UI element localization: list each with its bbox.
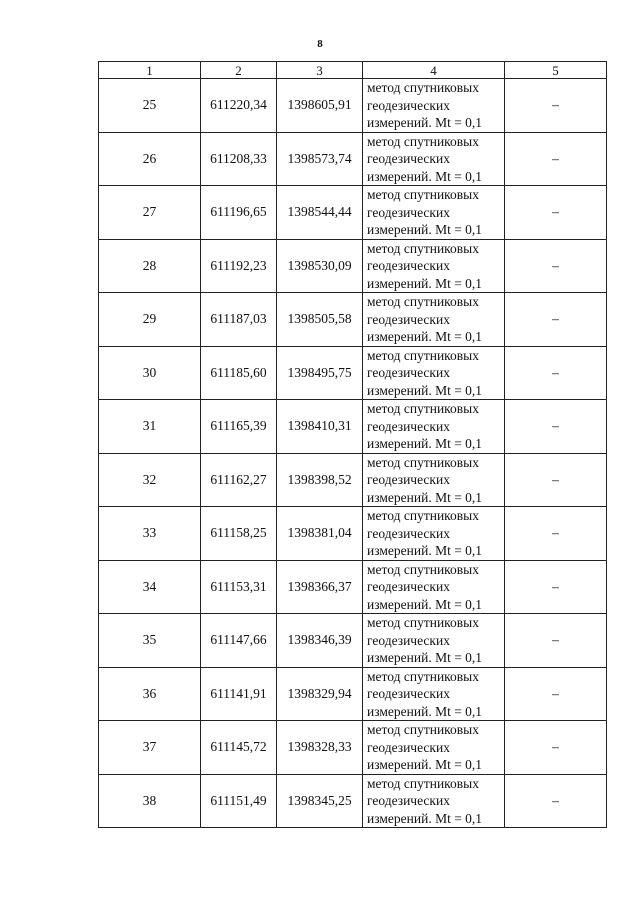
method-cell	[363, 79, 505, 133]
point-number-cell: 25	[99, 79, 201, 133]
y-coordinate-cell: 1398346,39	[277, 614, 363, 668]
method-line-3: измерений. Mt = 0,1	[367, 275, 483, 291]
x-coordinate-cell: 611185,60	[201, 346, 277, 400]
x-coordinate-cell: 611220,34	[201, 79, 277, 133]
x-coordinate-cell: 611153,31	[201, 560, 277, 614]
method-line-2: геодезических	[367, 579, 450, 594]
point-number-cell: 37	[99, 721, 201, 775]
method-line-3: измерений. Mt = 0,1	[367, 329, 483, 344]
table-row	[99, 239, 607, 293]
y-coordinate-cell: 1398505,58	[277, 293, 363, 347]
method-line-2: геодезических	[367, 97, 450, 113]
point-number-cell: 36	[99, 667, 201, 721]
x-coordinate-cell: 611162,27	[201, 453, 277, 507]
method-cell	[363, 293, 505, 347]
note-cell: –	[505, 400, 607, 454]
x-coordinate-cell: 611151,49	[201, 774, 277, 828]
y-coordinate-cell: 1398410,31	[277, 400, 363, 454]
method-line-3: измерений. Mt = 0,1	[367, 115, 483, 130]
note-cell: –	[505, 667, 607, 721]
method-line-3: измерений. Mt = 0,1	[367, 703, 483, 719]
method-cell	[363, 186, 505, 240]
table-row	[99, 507, 607, 561]
method-line-3: измерений. Mt = 0,1	[367, 168, 483, 184]
point-number-cell: 38	[99, 774, 201, 828]
point-number-cell: 29	[99, 293, 201, 347]
table-row	[99, 774, 607, 828]
method-line-3: измерений. Mt = 0,1	[367, 222, 483, 237]
x-coordinate-cell: 611192,23	[201, 239, 277, 293]
method-line-1: метод спутниковых	[367, 401, 479, 416]
method-line-3: измерений. Mt = 0,1	[367, 810, 483, 826]
table-row	[99, 186, 607, 240]
method-line-3: измерений. Mt = 0,1	[367, 382, 483, 398]
point-number-cell: 26	[99, 132, 201, 186]
y-coordinate-cell: 1398381,04	[277, 507, 363, 561]
method-line-3: измерений. Mt = 0,1	[367, 543, 483, 558]
method-line-3: измерений. Mt = 0,1	[367, 650, 483, 665]
header-cell-2: 2	[201, 62, 277, 79]
method-line-1: метод спутниковых	[367, 668, 479, 684]
x-coordinate-cell: 611145,72	[201, 721, 277, 775]
method-line-2: геодезических	[367, 686, 450, 701]
method-line-1: метод спутниковых	[367, 347, 479, 363]
method-line-3: измерений. Mt = 0,1	[367, 757, 483, 772]
table-row	[99, 400, 607, 454]
table-row	[99, 132, 607, 186]
y-coordinate-cell: 1398573,74	[277, 132, 363, 186]
method-cell	[363, 614, 505, 668]
y-coordinate-cell: 1398345,25	[277, 774, 363, 828]
x-coordinate-cell: 611208,33	[201, 132, 277, 186]
coordinates-table	[98, 61, 607, 828]
table-row	[99, 346, 607, 400]
method-line-1: метод спутниковых	[367, 615, 479, 630]
method-cell	[363, 774, 505, 828]
method-line-2: геодезических	[367, 365, 450, 380]
header-cell-1: 1	[99, 62, 201, 79]
x-coordinate-cell: 611165,39	[201, 400, 277, 454]
x-coordinate-cell: 611158,25	[201, 507, 277, 561]
method-line-2: геодезических	[367, 632, 450, 648]
method-line-3: измерений. Mt = 0,1	[367, 489, 483, 505]
method-line-3: измерений. Mt = 0,1	[367, 436, 483, 451]
note-cell: –	[505, 507, 607, 561]
header-cell-3: 3	[277, 62, 363, 79]
method-line-1: метод спутниковых	[367, 80, 479, 95]
method-line-1: метод спутниковых	[367, 454, 479, 470]
table-row	[99, 79, 607, 133]
point-number-cell: 33	[99, 507, 201, 561]
header-cell-4: 4	[363, 62, 505, 79]
method-line-2: геодезических	[367, 418, 450, 434]
table-row	[99, 721, 607, 775]
method-line-1: метод спутниковых	[367, 775, 479, 791]
point-number-cell: 28	[99, 239, 201, 293]
note-cell: –	[505, 132, 607, 186]
note-cell: –	[505, 560, 607, 614]
note-cell: –	[505, 239, 607, 293]
method-line-2: геодезических	[367, 525, 450, 541]
point-number-cell: 27	[99, 186, 201, 240]
table-body	[99, 62, 607, 828]
point-number-cell: 32	[99, 453, 201, 507]
x-coordinate-cell: 611196,65	[201, 186, 277, 240]
header-cell-5: 5	[505, 62, 607, 79]
method-cell	[363, 560, 505, 614]
note-cell: –	[505, 293, 607, 347]
y-coordinate-cell: 1398530,09	[277, 239, 363, 293]
note-cell: –	[505, 453, 607, 507]
method-line-1: метод спутниковых	[367, 240, 479, 256]
method-line-3: измерений. Mt = 0,1	[367, 596, 483, 612]
table-row	[99, 614, 607, 668]
method-cell	[363, 721, 505, 775]
y-coordinate-cell: 1398329,94	[277, 667, 363, 721]
y-coordinate-cell: 1398398,52	[277, 453, 363, 507]
method-cell	[363, 400, 505, 454]
method-line-1: метод спутниковых	[367, 294, 479, 309]
point-number-cell: 34	[99, 560, 201, 614]
method-line-1: метод спутниковых	[367, 722, 479, 737]
method-line-2: геодезических	[367, 472, 450, 487]
table-row	[99, 560, 607, 614]
x-coordinate-cell: 611141,91	[201, 667, 277, 721]
page-number: 8	[317, 38, 323, 50]
method-line-1: метод спутниковых	[367, 133, 479, 149]
table-row	[99, 667, 607, 721]
y-coordinate-cell: 1398605,91	[277, 79, 363, 133]
x-coordinate-cell: 611187,03	[201, 293, 277, 347]
point-number-cell: 35	[99, 614, 201, 668]
method-line-1: метод спутниковых	[367, 187, 479, 202]
method-line-2: геодезических	[367, 151, 450, 166]
method-line-1: метод спутниковых	[367, 508, 479, 523]
table-row	[99, 453, 607, 507]
y-coordinate-cell: 1398328,33	[277, 721, 363, 775]
method-cell	[363, 132, 505, 186]
x-coordinate-cell: 611147,66	[201, 614, 277, 668]
table-header-row	[99, 62, 607, 79]
method-line-2: геодезических	[367, 739, 450, 755]
table-row	[99, 293, 607, 347]
y-coordinate-cell: 1398495,75	[277, 346, 363, 400]
method-cell	[363, 507, 505, 561]
method-line-2: геодезических	[367, 793, 450, 808]
method-line-2: геодезических	[367, 311, 450, 327]
method-line-2: геодезических	[367, 258, 450, 273]
method-cell	[363, 667, 505, 721]
method-cell	[363, 453, 505, 507]
method-cell	[363, 239, 505, 293]
note-cell: –	[505, 774, 607, 828]
note-cell: –	[505, 79, 607, 133]
point-number-cell: 30	[99, 346, 201, 400]
note-cell: –	[505, 346, 607, 400]
y-coordinate-cell: 1398544,44	[277, 186, 363, 240]
method-line-1: метод спутниковых	[367, 561, 479, 577]
note-cell: –	[505, 721, 607, 775]
method-cell	[363, 346, 505, 400]
point-number-cell: 31	[99, 400, 201, 454]
note-cell: –	[505, 614, 607, 668]
y-coordinate-cell: 1398366,37	[277, 560, 363, 614]
note-cell: –	[505, 186, 607, 240]
method-line-2: геодезических	[367, 204, 450, 220]
